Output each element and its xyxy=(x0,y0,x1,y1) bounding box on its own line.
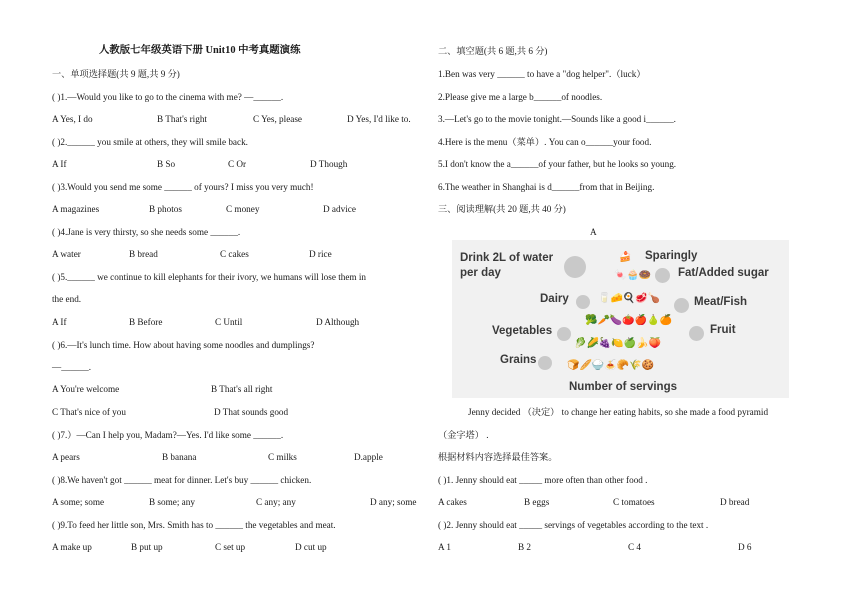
fill-blank-2: 2.Please give me a large b______of noodles. xyxy=(438,92,603,102)
fruit-food-icon: 🥬🌽🍇🍋🍏🍌🍑 xyxy=(574,338,662,349)
q4-option-a: A water xyxy=(52,249,81,259)
fill-blank-3: 3.—Let's go to the movie tonight.—Sounds like a good i______. xyxy=(438,114,676,124)
dairy-circle-icon xyxy=(576,295,590,309)
pyramid-servings-label: Number of servings xyxy=(569,381,677,393)
q5-option-c: C Until xyxy=(215,317,243,327)
q4-option-d: D rice xyxy=(309,249,332,259)
section-heading-reading: 三、阅读理解(共 20 题,共 40 分) xyxy=(438,204,566,214)
q6-option-b: B That's all right xyxy=(211,384,273,394)
food-pyramid-image xyxy=(452,240,789,398)
q1-option-b: B That's right xyxy=(157,114,207,124)
q7-option-c: C milks xyxy=(268,452,297,462)
meat-circle-icon xyxy=(674,298,689,313)
question-6: ( )6.—It's lunch time. How about having some noodles and dumplings? xyxy=(52,340,315,350)
fat-circle-icon xyxy=(655,268,670,283)
grain-food-icon: 🍞🥖🍚🍝🥐🌾🍪 xyxy=(567,360,655,371)
r2-option-b: B 2 xyxy=(518,542,532,552)
r1-option-d: D bread xyxy=(720,497,750,507)
q5-option-a: A If xyxy=(52,317,67,327)
question-2: ( )2.______ you smile at others, they will smile back. xyxy=(52,137,248,147)
q9-option-b: B put up xyxy=(131,542,163,552)
q4-option-c: C cakes xyxy=(220,249,249,259)
q9-option-d: D cut up xyxy=(295,542,327,552)
q6-option-c: C That's nice of you xyxy=(52,407,126,417)
q7-option-b: B banana xyxy=(162,452,197,462)
question-6-answer-blank: —______. xyxy=(52,362,92,372)
q6-option-a: A You're welcome xyxy=(52,384,120,394)
water-circle-icon xyxy=(564,256,586,278)
pyramid-grains-label: Grains xyxy=(500,354,537,366)
passage-line-2: （金字塔） . xyxy=(438,430,489,440)
q2-option-a: A If xyxy=(52,159,67,169)
section-heading-choice: 一、单项选择题(共 9 题,共 9 分) xyxy=(52,69,180,79)
q3-option-c: C money xyxy=(226,204,260,214)
q3-option-b: B photos xyxy=(149,204,182,214)
pyramid-fruit-label: Fruit xyxy=(710,324,736,336)
r1-option-c: C tomatoes xyxy=(613,497,655,507)
reading-question-1: ( )1. Jenny should eat _____ more often than other food . xyxy=(438,475,648,485)
question-4: ( )4.Jane is very thirsty, so she needs some ______. xyxy=(52,227,241,237)
pyramid-sparingly-label: Sparingly xyxy=(645,250,698,262)
passage-line-1: Jenny decided （决定） to change her eating habits, so she made a food pyramid xyxy=(468,407,769,417)
q9-option-a: A make up xyxy=(52,542,92,552)
q7-option-a: A pears xyxy=(52,452,80,462)
r2-option-c: C 4 xyxy=(628,542,642,552)
fruit-circle-icon xyxy=(689,326,704,341)
q1-option-d: D Yes, I'd like to. xyxy=(347,114,411,124)
pyramid-water-label-2: per day xyxy=(460,267,501,279)
q5-option-d: D Although xyxy=(316,317,360,327)
fill-blank-5: 5.I don't know the a______of your father, but he looks so young. xyxy=(438,159,677,169)
vegetable-food-icon: 🥦🥕🍆🍅🍎🍐🍊 xyxy=(585,315,673,326)
fill-blank-6: 6.The weather in Shanghai is d______from that in Beijing. xyxy=(438,182,655,192)
q8-option-d: D any; some xyxy=(370,497,417,507)
question-9: ( )9.To feed her little son, Mrs. Smith has to ______ the vegetables and meat. xyxy=(52,520,336,530)
question-8: ( )8.We haven't got ______ meat for dinner. Let's buy ______ chicken. xyxy=(52,475,312,485)
reading-question-2: ( )2. Jenny should eat _____ servings of vegetables according to the text . xyxy=(438,520,709,530)
question-5: ( )5.______ we continue to kill elephants for their ivory, we humans will lose them in xyxy=(52,272,367,282)
pyramid-fat-label: Fat/Added sugar xyxy=(678,267,769,279)
passage-label: A xyxy=(590,227,597,237)
r1-option-b: B eggs xyxy=(524,497,550,507)
page-title: 人教版七年级英语下册 Unit10 中考真题演练 xyxy=(99,45,301,56)
q4-option-b: B bread xyxy=(129,249,158,259)
q3-option-a: A magazines xyxy=(52,204,100,214)
q7-option-d: D.apple xyxy=(354,452,383,462)
question-1: ( )1.—Would you like to go to the cinema with me? —______. xyxy=(52,92,284,102)
dairy-food-icon: 🥛🧀🍳🥩🍗 xyxy=(598,293,661,304)
question-3: ( )3.Would you send me some ______ of yours? I miss you very much! xyxy=(52,182,314,192)
question-7: ( )7.）—Can I help you, Madam?—Yes. I'd like some ______. xyxy=(52,430,284,440)
pyramid-meat-label: Meat/Fish xyxy=(694,296,748,308)
reading-instructions: 根据材料内容选择最佳答案。 xyxy=(438,452,558,462)
fill-blank-1: 1.Ben was very ______ to have a "dog helper".（luck） xyxy=(438,69,646,79)
vegetables-circle-icon xyxy=(557,327,571,341)
q2-option-b: B So xyxy=(157,159,176,169)
q8-option-b: B some; any xyxy=(149,497,195,507)
r2-option-d: D 6 xyxy=(738,542,752,552)
section-heading-fill: 二、填空题(共 6 题,共 6 分) xyxy=(438,46,548,56)
pyramid-vegetables-label: Vegetables xyxy=(492,325,553,337)
q5-option-b: B Before xyxy=(129,317,163,327)
q6-option-d: D That sounds good xyxy=(214,407,289,417)
grains-circle-icon xyxy=(538,356,552,370)
q1-option-c: C Yes, please xyxy=(253,114,302,124)
q3-option-d: D advice xyxy=(323,204,356,214)
q2-option-c: C Or xyxy=(228,159,247,169)
pyramid-water-label: Drink 2L of water xyxy=(460,252,554,264)
r1-option-a: A cakes xyxy=(438,497,467,507)
q8-option-c: C any; any xyxy=(256,497,296,507)
r2-option-a: A 1 xyxy=(438,542,452,552)
q9-option-c: C set up xyxy=(215,542,246,552)
candy-icon: 🍬🧁🍩 xyxy=(614,270,652,281)
q8-option-a: A some; some xyxy=(52,497,105,507)
q2-option-d: D Though xyxy=(310,159,348,169)
question-5-continued: the end. xyxy=(52,294,82,304)
fill-blank-4: 4.Here is the menu（菜单）. You can o______your food. xyxy=(438,137,652,147)
pyramid-dairy-label: Dairy xyxy=(540,293,569,305)
cake-icon: 🍰 xyxy=(619,252,632,263)
q1-option-a: A Yes, I do xyxy=(52,114,93,124)
